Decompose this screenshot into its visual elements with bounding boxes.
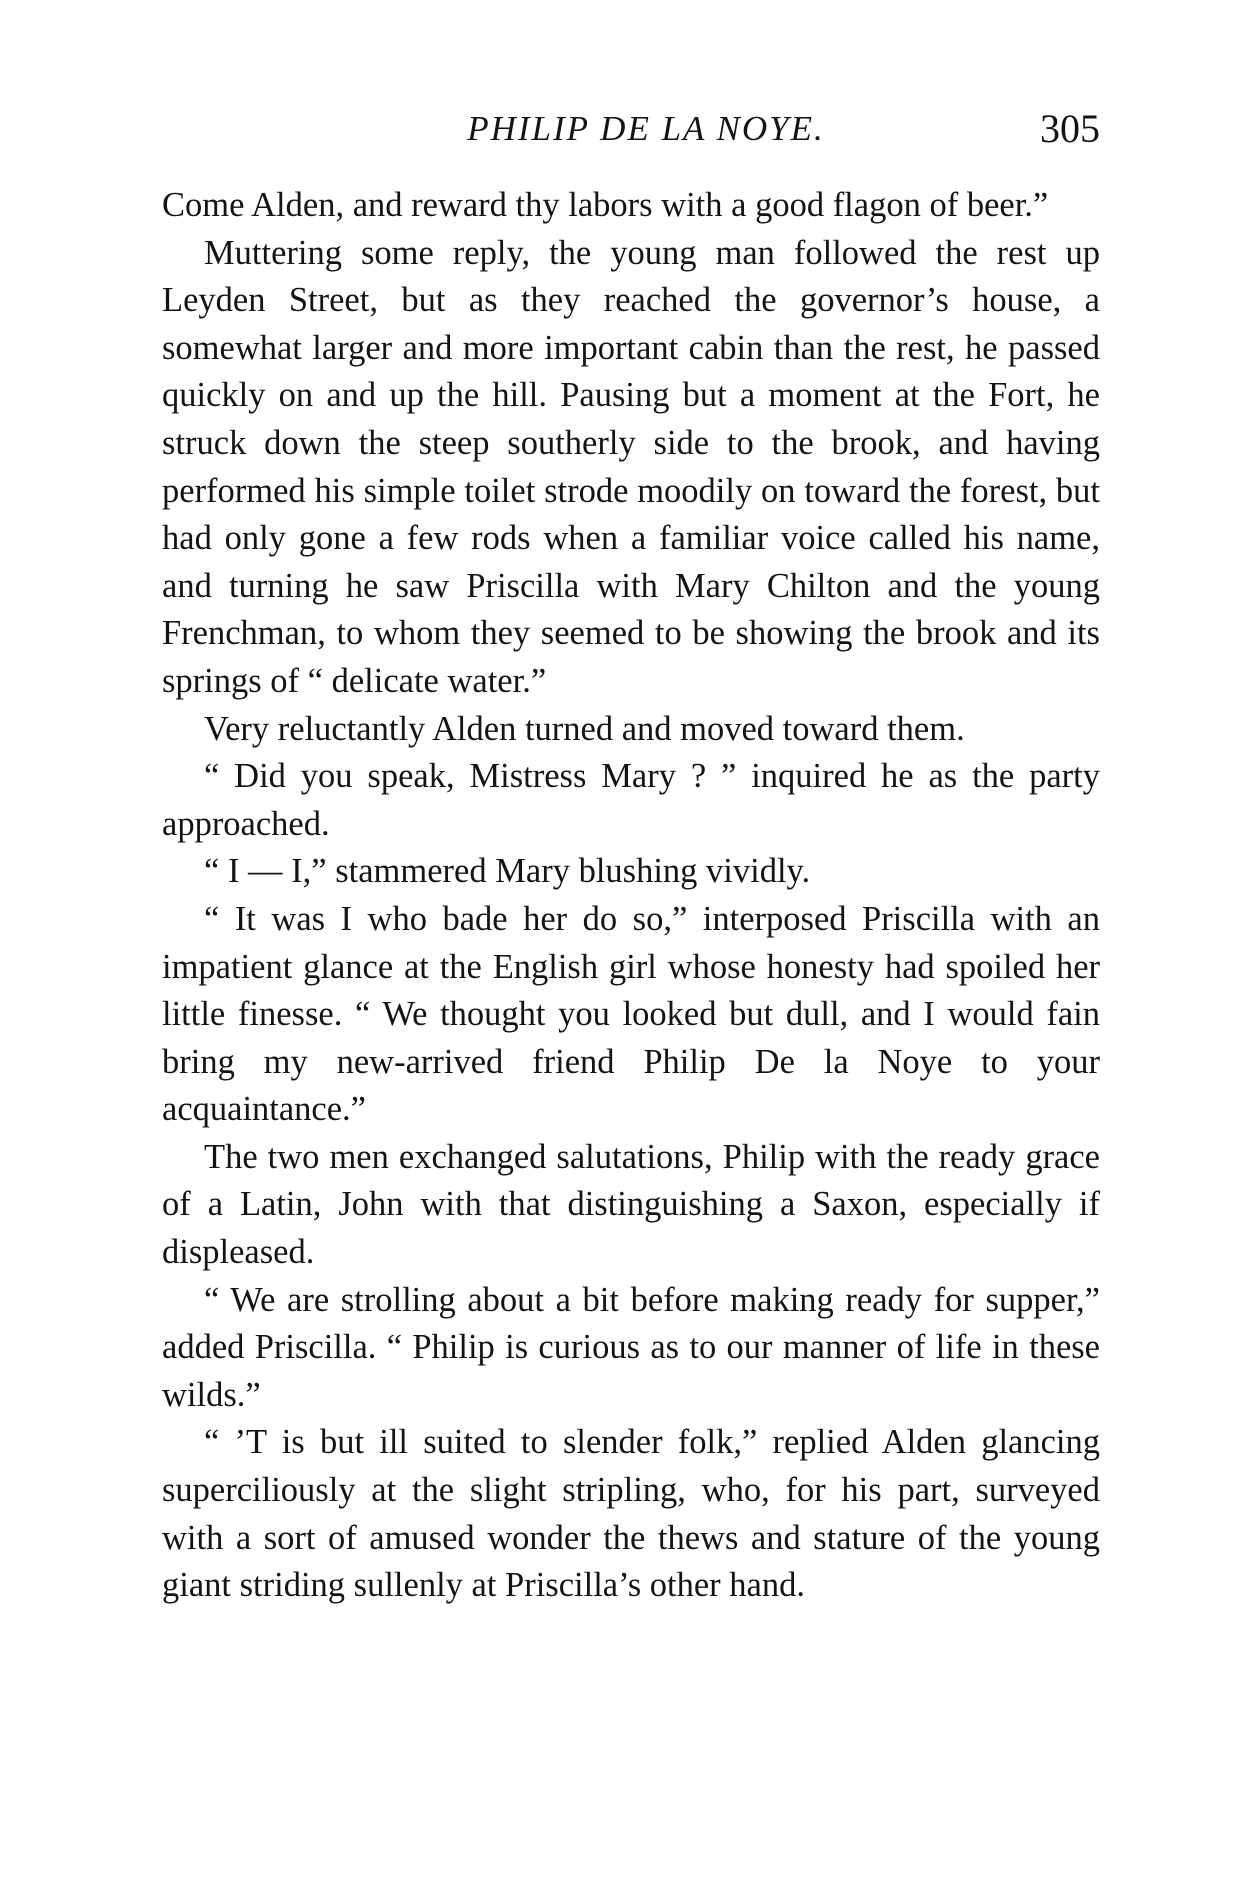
paragraph: Muttering some reply, the young man followed the rest up Leyden Street, but as they reached the governor’s house, a somewhat larger and more important cabin than the rest, he passed quickly on and up the hill. Pausing but a moment at the Fort, he struck down the steep southerly side to the brook, and having performed his simple toilet strode moodily on toward the forest, but had only gone a few rods when a familiar voice called his name, and turning he saw Priscilla with Mary Chilton and the young Frenchman, to whom they seemed to be showing the brook and its springs of “ delicate water.” (162, 233, 1100, 700)
paragraph: The two men exchanged salutations, Philip with the ready grace of a Latin, John with that distinguishing a Saxon, especially if displeased. (162, 1137, 1100, 1272)
running-title: PHILIP DE LA NOYE. (467, 109, 825, 148)
paragraph: “ We are strolling about a bit before making ready for supper,” added Priscilla. “ Philip is curious as to our manner of life in these wilds.” (162, 1280, 1100, 1414)
paragraph: Very reluctantly Alden turned and moved toward them. (204, 709, 965, 748)
page-number: 305 (1040, 106, 1100, 151)
paragraph: “ I — I,” stammered Mary blushing vividly. (204, 852, 811, 891)
paragraph: “ It was I who bade her do so,” interposed Priscilla with an impatient glance at the English girl whose honesty had spoiled her little finesse. “ We thought you looked but dull, and I would fain bring my new-arrived friend Philip De la Noye to your acquaintance.” (162, 899, 1100, 1129)
running-head (162, 104, 1100, 164)
body-text (162, 182, 1100, 1610)
paragraph: “ ’T is but ill suited to slender folk,” replied Alden glancing superciliously at the slight stripling, who, for his part, surveyed with a sort of amused wonder the thews and stature of the young giant striding sullenly at Priscilla’s other hand. (162, 1423, 1100, 1605)
paragraph-continued: Come Alden, and reward thy labors with a good flagon of beer.” (162, 186, 1049, 224)
paragraph: “ Did you speak, Mistress Mary ? ” inquired he as the party approached. (162, 757, 1100, 843)
